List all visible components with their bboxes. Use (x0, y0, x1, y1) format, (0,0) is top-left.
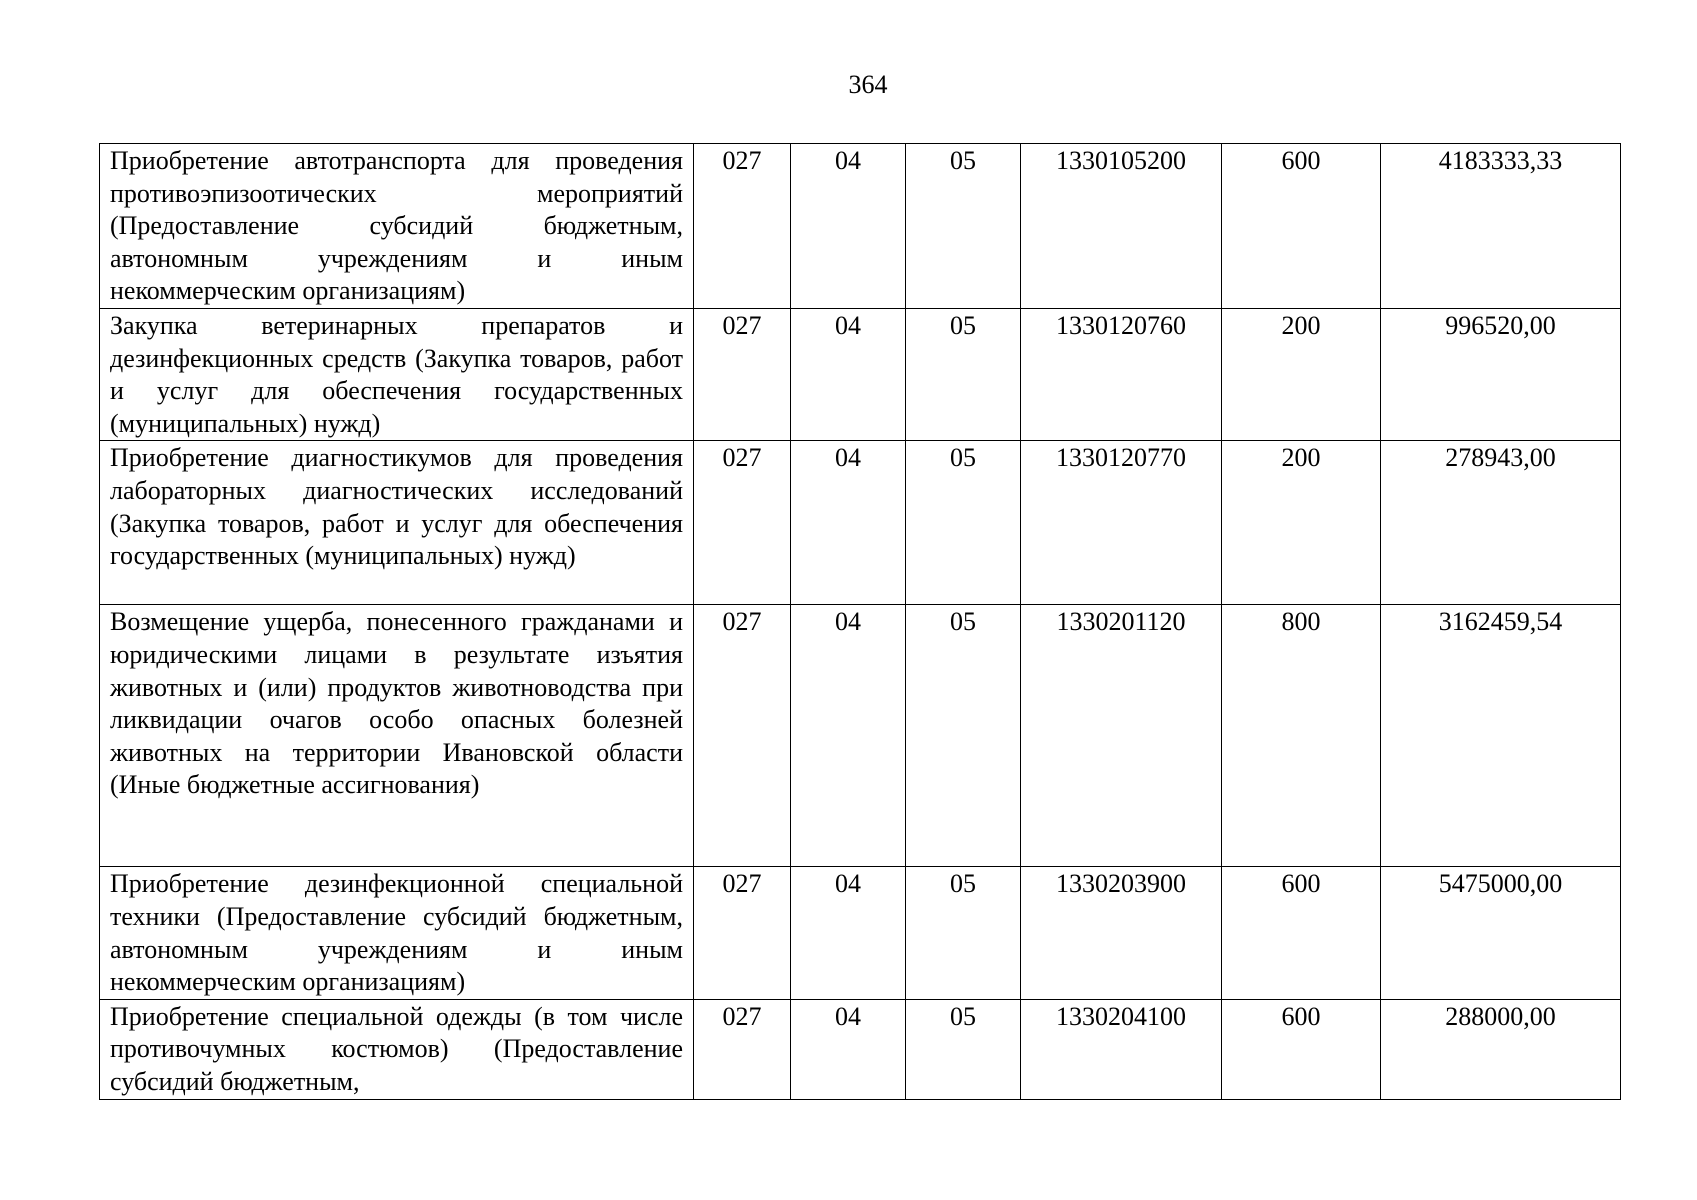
subsection-code: 05 (906, 999, 1021, 1099)
page-number: 364 (848, 70, 888, 99)
amount-value: 288000,00 (1381, 999, 1621, 1099)
amount-value: 5475000,00 (1381, 867, 1621, 999)
amount-value: 278943,00 (1381, 441, 1621, 605)
ministry-code: 027 (694, 441, 791, 605)
ministry-code: 027 (694, 308, 791, 440)
expense-type-code: 200 (1222, 308, 1381, 440)
ministry-code: 027 (694, 605, 791, 867)
section-code: 04 (791, 441, 906, 605)
section-code: 04 (791, 308, 906, 440)
section-code: 04 (791, 144, 906, 309)
target-article-code: 1330201120 (1021, 605, 1222, 867)
ministry-code: 027 (694, 867, 791, 999)
table-row (100, 308, 1621, 440)
target-article-code: 1330105200 (1021, 144, 1222, 309)
expense-type-code: 800 (1222, 605, 1381, 867)
expense-type-code: 600 (1222, 999, 1381, 1099)
ministry-code: 027 (694, 144, 791, 309)
amount-value: 3162459,54 (1381, 605, 1621, 867)
subsection-code: 05 (906, 867, 1021, 999)
expense-description: Приобретение дезинфекционной специальной техники (Предоставление субсидий бюджетным, автономным учреждениям и иным некоммерческим организациям) (100, 867, 694, 999)
table-row (100, 144, 1621, 309)
section-code: 04 (791, 999, 906, 1099)
table-row (100, 441, 1621, 605)
target-article-code: 1330120760 (1021, 308, 1222, 440)
target-article-code: 1330120770 (1021, 441, 1222, 605)
expense-type-code: 600 (1222, 144, 1381, 309)
expense-type-code: 600 (1222, 867, 1381, 999)
table-row (100, 999, 1621, 1099)
table-row (100, 867, 1621, 999)
expense-type-code: 200 (1222, 441, 1381, 605)
target-article-code: 1330203900 (1021, 867, 1222, 999)
expense-description: Приобретение диагностикумов для проведения лабораторных диагностических исследований (Закупка товаров, работ и услуг для обеспечения государственных (муниципальных) нужд) (100, 441, 694, 605)
table-row (100, 605, 1621, 867)
budget-table (99, 143, 1621, 1100)
expense-description: Приобретение автотранспорта для проведения противоэпизоотических мероприятий (Предоставление субсидий бюджетным, автономным учреждениям и иным некоммерческим организациям) (100, 144, 694, 309)
section-code: 04 (791, 867, 906, 999)
ministry-code: 027 (694, 999, 791, 1099)
subsection-code: 05 (906, 441, 1021, 605)
expense-description: Приобретение специальной одежды (в том числе противочумных костюмов) (Предоставление субсидий бюджетным, (100, 999, 694, 1099)
target-article-code: 1330204100 (1021, 999, 1222, 1099)
subsection-code: 05 (906, 308, 1021, 440)
expense-description: Закупка ветеринарных препаратов и дезинфекционных средств (Закупка товаров, работ и услуг для обеспечения государственных (муниципальных) нужд) (100, 308, 694, 440)
amount-value: 996520,00 (1381, 308, 1621, 440)
amount-value: 4183333,33 (1381, 144, 1621, 309)
expense-description: Возмещение ущерба, понесенного гражданами и юридическими лицами в результате изъятия животных и (или) продуктов животноводства при ликвидации очагов особо опасных болезней животных на территории Ивановской области (Иные бюджетные ассигнования) (100, 605, 694, 867)
section-code: 04 (791, 605, 906, 867)
subsection-code: 05 (906, 144, 1021, 309)
subsection-code: 05 (906, 605, 1021, 867)
